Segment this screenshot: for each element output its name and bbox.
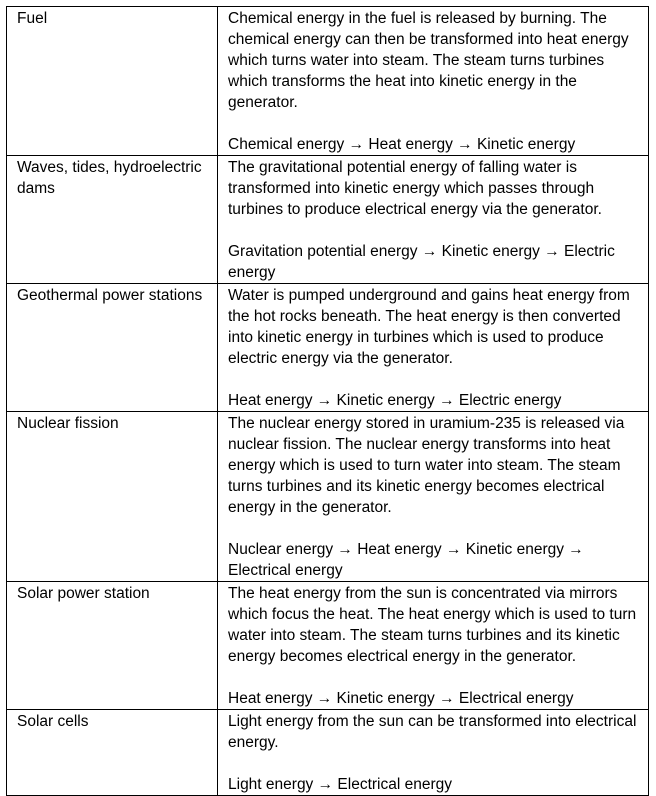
energy-transformation-chain: Light energy → Electrical energy: [228, 776, 453, 793]
energy-description: The nuclear energy stored in uramium-235 is released via nuclear fission. The nuclear energy transforms into heat energy which is used to turn water into steam. The steam turns turbines and its kinetic energy becomes electrical energy in the generator.: [228, 415, 625, 516]
energy-source-label: Geothermal power stations: [17, 287, 203, 304]
energy-description-cell: [218, 7, 649, 156]
energy-source-label: Solar power station: [17, 585, 150, 602]
energy-description: The gravitational potential energy of falling water is transformed into kinetic energy which passes through turbines to produce electrical energy via the generator.: [228, 159, 602, 218]
energy-description-cell: [218, 284, 649, 412]
energy-sources-table: [6, 6, 649, 796]
energy-source-cell: [7, 284, 218, 412]
energy-transformation-chain: Gravitation potential energy → Kinetic energy → Electric energy: [228, 243, 615, 281]
energy-source-cell: [7, 7, 218, 156]
table-row: [7, 156, 649, 284]
energy-source-cell: [7, 412, 218, 582]
energy-transformation-chain: Nuclear energy → Heat energy → Kinetic energy → Electrical energy: [228, 541, 584, 579]
energy-description: Light energy from the sun can be transformed into electrical energy.: [228, 713, 637, 751]
energy-source-cell: [7, 156, 218, 284]
energy-description: The heat energy from the sun is concentrated via mirrors which focus the heat. The heat energy which is used to turn water into steam. The steam turns turbines and its kinetic energy becomes electrical energy in the generator.: [228, 585, 637, 665]
table-row: [7, 582, 649, 710]
energy-description-cell: [218, 582, 649, 710]
energy-transformation-chain: Chemical energy → Heat energy → Kinetic energy: [228, 136, 576, 153]
table-row: [7, 7, 649, 156]
energy-description-cell: [218, 156, 649, 284]
energy-transformation-chain: Heat energy → Kinetic energy → Electrical energy: [228, 690, 574, 707]
energy-transformation-chain: Heat energy → Kinetic energy → Electric energy: [228, 392, 562, 409]
table-row: [7, 710, 649, 796]
energy-description: Chemical energy in the fuel is released by burning. The chemical energy can then be transformed into heat energy which turns water into steam. The steam turns turbines which transforms the heat into kinetic energy in the generator.: [228, 10, 629, 111]
energy-source-label: Fuel: [17, 10, 48, 27]
table-row: [7, 284, 649, 412]
energy-source-cell: [7, 710, 218, 796]
energy-description-cell: [218, 710, 649, 796]
energy-source-label: Nuclear fission: [17, 415, 119, 432]
table-row: [7, 412, 649, 582]
energy-description-cell: [218, 412, 649, 582]
energy-source-label: Solar cells: [17, 713, 89, 730]
page-edge-mark: [6, 762, 7, 769]
energy-description: Water is pumped underground and gains heat energy from the hot rocks beneath. The heat energy is then converted into kinetic energy in turbines which is used to produce electric energy via the generator.: [228, 287, 630, 367]
energy-source-label: Waves, tides, hydroelectric dams: [17, 159, 202, 197]
energy-source-cell: [7, 582, 218, 710]
